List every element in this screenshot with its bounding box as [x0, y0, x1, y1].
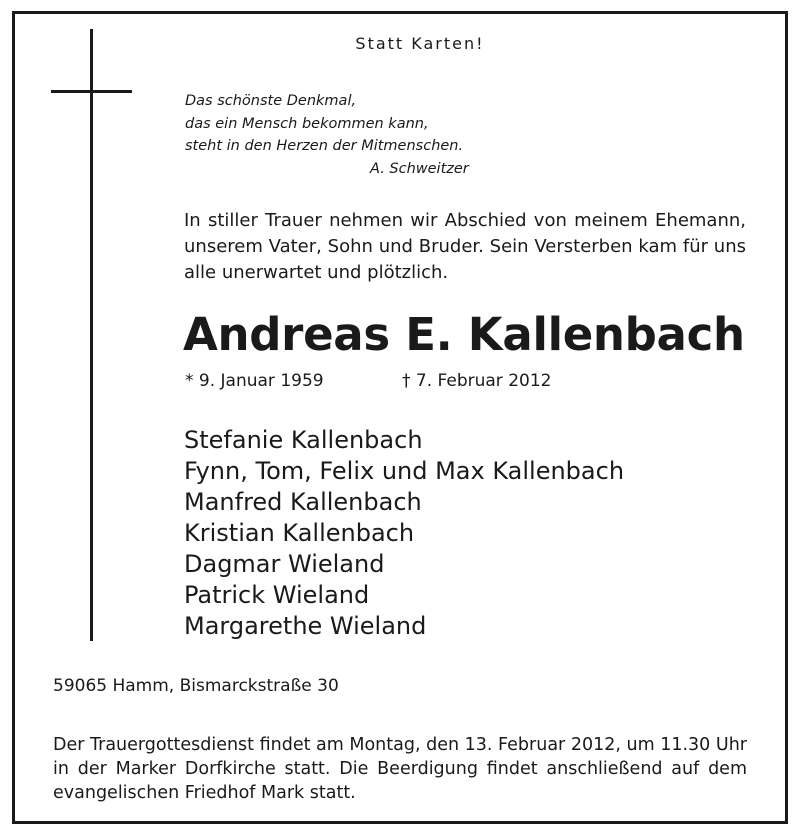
address: 59065 Hamm, Bismarckstraße 30: [53, 676, 339, 696]
service-paragraph: Der Trauergottesdienst findet am Montag, den 13. Februar 2012, um 11.30 Uhr in der Marker Dorfkirche statt. Die Beerdigung findet anschließend auf dem evangelischen Friedhof Mark statt.: [53, 735, 747, 803]
quote-block: [185, 90, 485, 180]
cross-icon-crossbar: [51, 90, 132, 93]
cross-icon: [90, 29, 93, 641]
quote-author: A. Schweitzer: [370, 160, 469, 177]
mourners-list: [184, 425, 624, 642]
birth-date: * 9. Januar 1959: [185, 371, 324, 391]
mourner-name: Margarethe Wieland: [184, 612, 427, 640]
death-date: † 7. Februar 2012: [402, 371, 552, 391]
quote-line: das ein Mensch bekommen kann,: [185, 115, 429, 132]
deceased-name: Andreas E. Kallenbach: [183, 308, 745, 361]
intro-paragraph: In stiller Trauer nehmen wir Abschied von meinem Ehemann, unserem Vater, Sohn und Bruder. Sein Versterben kam für uns alle unerwartet und plötzlich.: [184, 210, 746, 283]
mourner-name: Stefanie Kallenbach: [184, 426, 423, 454]
mourner-name: Manfred Kallenbach: [184, 488, 422, 516]
quote-line: steht in den Herzen der Mitmenschen.: [185, 138, 464, 154]
quote-line: Das schönste Denkmal,: [185, 93, 357, 109]
mourner-name: Dagmar Wieland: [184, 550, 385, 578]
header-title: Statt Karten!: [355, 34, 485, 53]
mourner-name: Kristian Kallenbach: [184, 519, 415, 547]
mourner-name: Fynn, Tom, Felix und Max Kallenbach: [184, 457, 625, 485]
mourner-name: Patrick Wieland: [184, 581, 370, 609]
